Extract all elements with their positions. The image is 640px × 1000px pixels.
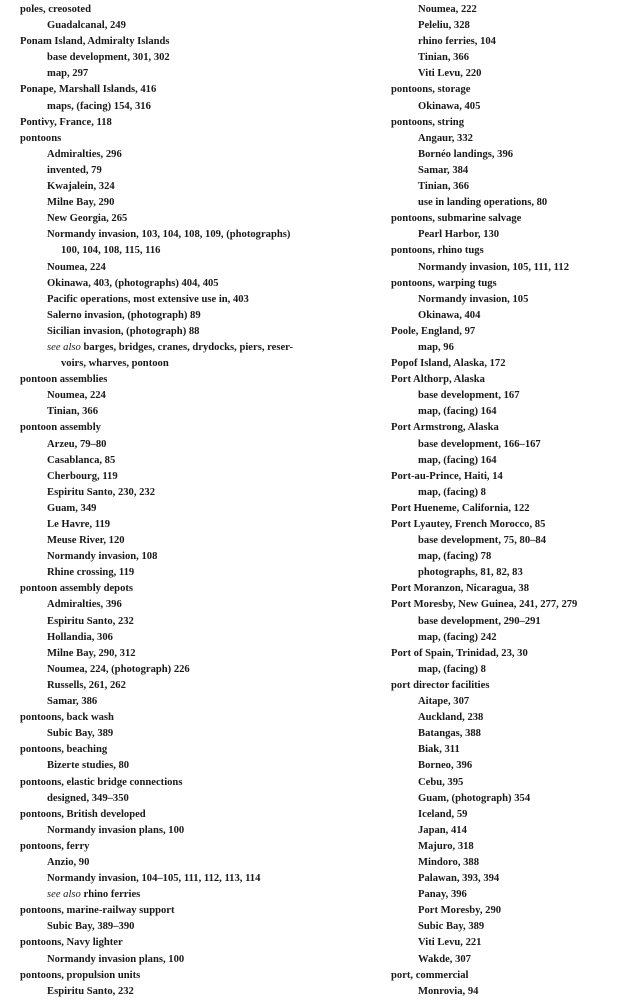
entry-text: pontoon assembly depots: [20, 583, 134, 595]
entry-text: map, (facing) 164: [418, 454, 497, 466]
entry-text: Cherbourg, 119: [47, 470, 118, 482]
index-subentry: [391, 453, 626, 469]
index-subentry: [391, 131, 626, 147]
entry-text: Tinian, 366: [418, 52, 470, 64]
index-subentry: [391, 871, 626, 887]
entry-text: map, (facing) 8: [418, 486, 486, 498]
entry-text: Normandy invasion, 103, 104, 108, 109, (photographs): [47, 229, 291, 241]
entry-text: pontoons, submarine salvage: [391, 213, 522, 225]
entry-text: Port Althorp, Alaska: [391, 374, 485, 386]
entry-text: base development, 167: [418, 390, 520, 402]
entry-text: Noumea, 224, (photograph) 226: [47, 663, 190, 675]
index-heading: [20, 742, 391, 758]
entry-text: use in landing operations, 80: [418, 197, 548, 209]
entry-text: map, (facing) 8: [418, 663, 486, 675]
entry-text: Wakde, 307: [418, 953, 471, 965]
entry-text: Iceland, 59: [418, 808, 468, 820]
entry-text: Pacific operations, most extensive use in, 403: [47, 293, 249, 305]
entry-text: Okinawa, 405: [418, 100, 481, 112]
entry-text: Normandy invasion, 108: [47, 551, 158, 563]
index-subentry: [391, 839, 626, 855]
index-subentry: [391, 388, 626, 404]
entry-text: photographs, 81, 82, 83: [418, 567, 523, 579]
entry-text: Mindoro, 388: [418, 856, 480, 868]
entry-text: Panay, 396: [418, 889, 467, 901]
index-heading: [20, 581, 391, 597]
entry-text: Noumea, 222: [418, 4, 477, 15]
index-heading: [391, 324, 626, 340]
entry-text: pontoon assembly: [20, 422, 101, 434]
entry-text: barges, bridges, cranes, drydocks, piers, reser-: [83, 341, 293, 353]
index-subentry: [20, 694, 391, 710]
index-subentry: [20, 678, 391, 694]
entry-text: base development, 301, 302: [47, 52, 170, 64]
entry-text: pontoons, beaching: [20, 744, 108, 756]
index-heading: [20, 807, 391, 823]
entry-text: Port-au-Prince, Haiti, 14: [391, 470, 503, 482]
entry-text: Palawan, 393, 394: [418, 873, 500, 885]
entry-text: Subic Bay, 389: [47, 728, 114, 740]
index-subentry: [20, 292, 391, 308]
index-heading: [391, 581, 626, 597]
entry-text: Normandy invasion, 105: [418, 293, 529, 305]
index-heading: [391, 646, 626, 662]
entry-text: pontoons, storage: [391, 84, 471, 96]
entry-text: Japan, 414: [418, 824, 467, 836]
entry-text: pontoons, marine-railway support: [20, 905, 175, 917]
entry-text: Hollandia, 306: [47, 631, 113, 643]
index-subentry: [391, 163, 626, 179]
entry-text: Batangas, 388: [418, 728, 481, 740]
entry-text: Monrovia, 94: [418, 985, 479, 997]
entry-text: pontoons, elastic bridge connections: [20, 776, 183, 788]
entry-text: pontoons, string: [391, 116, 464, 128]
index-subentry: [20, 887, 391, 903]
index-heading: [20, 2, 391, 18]
index-subentry: [20, 823, 391, 839]
entry-text: invented, 79: [47, 164, 102, 176]
index-heading: [391, 243, 626, 259]
index-column-left: [20, 2, 391, 997]
entry-text: Noumea, 224: [47, 390, 106, 402]
index-subentry: [391, 630, 626, 646]
index-subentry: [391, 340, 626, 356]
entry-text: Cebu, 395: [418, 776, 464, 788]
entry-text: Bornéo landings, 396: [418, 148, 514, 160]
index-column-right: [391, 2, 626, 997]
index-subentry: [20, 340, 391, 356]
index-subentry: [391, 437, 626, 453]
entry-text: Tinian, 366: [418, 181, 470, 193]
entry-text: voirs, wharves, pontoon: [61, 358, 169, 370]
entry-text: Anzio, 90: [47, 856, 90, 868]
index-subentry: [391, 726, 626, 742]
index-heading: [391, 82, 626, 98]
entry-text: map, (facing) 164: [418, 406, 497, 418]
entry-text: Admiralties, 296: [47, 148, 122, 160]
index-subentry: [391, 533, 626, 549]
index-subentry: [391, 227, 626, 243]
index-subentry: [391, 984, 626, 1000]
entry-text: Subic Bay, 389: [418, 921, 485, 933]
entry-text: Sicilian invasion, (photograph) 88: [47, 325, 200, 337]
entry-text: Pontivy, France, 118: [20, 116, 112, 128]
index-subentry: [20, 163, 391, 179]
entry-text: base development, 75, 80–84: [418, 535, 547, 547]
entry-text: port, commercial: [391, 969, 469, 981]
entry-text: Noumea, 224: [47, 261, 106, 273]
index-heading: [391, 597, 626, 613]
index-heading: [391, 678, 626, 694]
entry-text: 100, 104, 108, 115, 116: [61, 245, 161, 257]
index-subentry: [20, 388, 391, 404]
entry-text: port director facilities: [391, 679, 490, 691]
index-subentry: [20, 324, 391, 340]
entry-text: Okinawa, 404: [418, 309, 481, 321]
entry-text: pontoons, Navy lighter: [20, 937, 123, 949]
index-heading: [20, 34, 391, 50]
index-subentry: [20, 855, 391, 871]
index-subentry: [20, 533, 391, 549]
entry-text: Ponape, Marshall Islands, 416: [20, 84, 157, 96]
entry-text: base development, 290–291: [418, 615, 541, 627]
entry-text: pontoons, ferry: [20, 840, 90, 852]
entry-text: Viti Levu, 220: [418, 68, 482, 80]
index-subentry: [391, 952, 626, 968]
entry-text: poles, creosoted: [20, 4, 92, 15]
entry-text: rhino ferries: [83, 889, 141, 901]
entry-text: pontoons, warping tugs: [391, 277, 497, 289]
entry-text: Salerno invasion, (photograph) 89: [47, 309, 201, 321]
entry-text: Pearl Harbor, 130: [418, 229, 500, 241]
entry-text: Guam, (photograph) 354: [418, 792, 531, 804]
entry-text: Normandy invasion, 104–105, 111, 112, 113, 114: [47, 873, 261, 885]
index-heading: [20, 131, 391, 147]
index-subentry: [391, 260, 626, 276]
index-subentry: [20, 195, 391, 211]
index-subentry: [391, 775, 626, 791]
entry-text: Rhine crossing, 119: [47, 567, 135, 579]
index-heading: [20, 115, 391, 131]
index-subentry: [20, 758, 391, 774]
entry-text: Espiritu Santo, 230, 232: [47, 486, 156, 498]
entry-text: Borneo, 396: [418, 760, 473, 772]
entry-text: map, 96: [418, 341, 454, 353]
index-subentry: [391, 807, 626, 823]
index-subentry: [20, 662, 391, 678]
index-subentry: [391, 179, 626, 195]
index-subentry: [20, 630, 391, 646]
entry-text: base development, 166–167: [418, 438, 541, 450]
entry-text: Milne Bay, 290: [47, 197, 115, 209]
index-subentry: [391, 887, 626, 903]
entry-text: Kwajalein, 324: [47, 181, 115, 193]
entry-text: maps, (facing) 154, 316: [47, 100, 151, 112]
index-subentry: [20, 469, 391, 485]
entry-text: Port of Spain, Trinidad, 23, 30: [391, 647, 528, 659]
index-heading: [20, 935, 391, 951]
index-heading: [20, 420, 391, 436]
entry-text: Viti Levu, 221: [418, 937, 482, 949]
index-subentry: [391, 935, 626, 951]
entry-text: Samar, 384: [418, 164, 469, 176]
entry-text: Samar, 386: [47, 696, 98, 708]
entry-text: Auckland, 238: [418, 712, 484, 724]
entry-text: Tinian, 366: [47, 406, 99, 418]
entry-text: Okinawa, 403, (photographs) 404, 405: [47, 277, 219, 289]
index-subentry: [391, 34, 626, 50]
entry-text: designed, 349–350: [47, 792, 129, 804]
index-subentry: [20, 147, 391, 163]
index-subentry: [20, 871, 391, 887]
entry-text: Russells, 261, 262: [47, 679, 126, 691]
index-heading: [20, 775, 391, 791]
index-heading: [391, 469, 626, 485]
entry-text: Arzeu, 79–80: [47, 438, 107, 450]
index-subentry: [20, 565, 391, 581]
entry-text: Espiritu Santo, 232: [47, 985, 134, 997]
index-heading: [20, 839, 391, 855]
entry-text: pontoons, British developed: [20, 808, 146, 820]
index-subentry: [391, 855, 626, 871]
index-heading: [391, 276, 626, 292]
entry-text: map, (facing) 242: [418, 631, 497, 643]
index-heading: [391, 372, 626, 388]
index-subentry: [20, 18, 391, 34]
index-subentry: [20, 726, 391, 742]
entry-text: Guam, 349: [47, 502, 97, 514]
entry-text: Port Lyautey, French Morocco, 85: [391, 519, 546, 530]
index-subentry: [20, 276, 391, 292]
index-heading: [391, 115, 626, 131]
index-heading: [391, 968, 626, 984]
entry-text: Normandy invasion, 105, 111, 112: [418, 261, 569, 273]
entry-text: Normandy invasion plans, 100: [47, 953, 185, 965]
entry-text: Majuro, 318: [418, 840, 474, 852]
entry-text: Port Moranzon, Nicaragua, 38: [391, 583, 529, 595]
see-also-label: see also: [47, 341, 81, 353]
entry-text: pontoons, back wash: [20, 712, 114, 724]
index-subentry: [20, 791, 391, 807]
index-subentry: [20, 549, 391, 565]
index-subentry: [20, 437, 391, 453]
index-subentry: [391, 308, 626, 324]
entry-text: map, 297: [47, 68, 89, 80]
index-subentry: [20, 485, 391, 501]
index-subentry: [391, 791, 626, 807]
index-subentry: [20, 404, 391, 420]
entry-text: Ponam Island, Admiralty Islands: [20, 36, 170, 48]
entry-text: pontoon assemblies: [20, 374, 108, 386]
index-subentry: [391, 662, 626, 678]
entry-text: map, (facing) 78: [418, 551, 492, 563]
entry-text: Admiralties, 396: [47, 599, 122, 611]
index-subentry: [20, 243, 391, 259]
index-subentry: [20, 919, 391, 935]
index-subentry: [20, 211, 391, 227]
index-subentry: [391, 919, 626, 935]
entry-text: Biak, 311: [418, 744, 460, 756]
index-subentry: [391, 565, 626, 581]
entry-text: Port Hueneme, California, 122: [391, 502, 530, 514]
index-heading: [391, 517, 626, 533]
index-subentry: [391, 903, 626, 919]
entry-text: pontoons, propulsion units: [20, 969, 141, 981]
entry-text: Casablanca, 85: [47, 454, 116, 466]
index-subentry: [20, 356, 391, 372]
index-subentry: [20, 517, 391, 533]
index-subentry: [20, 227, 391, 243]
entry-text: pontoons, rhino tugs: [391, 245, 484, 257]
entry-text: Port Moresby, New Guinea, 241, 277, 279: [391, 599, 578, 611]
entry-text: Popof Island, Alaska, 172: [391, 358, 506, 370]
entry-text: Meuse River, 120: [47, 535, 125, 547]
index-heading: [391, 356, 626, 372]
index-heading: [20, 968, 391, 984]
index-subentry: [391, 485, 626, 501]
index-heading: [20, 710, 391, 726]
index-subentry: [391, 2, 626, 18]
entry-text: rhino ferries, 104: [418, 36, 496, 48]
entry-text: pontoons: [20, 132, 62, 144]
index-subentry: [391, 195, 626, 211]
entry-text: Port Armstrong, Alaska: [391, 422, 499, 434]
entry-text: Poole, England, 97: [391, 325, 476, 337]
entry-text: Espiritu Santo, 232: [47, 615, 134, 627]
entry-text: Bizerte studies, 80: [47, 760, 130, 772]
index-subentry: [20, 66, 391, 82]
index-subentry: [20, 597, 391, 613]
index-subentry: [391, 18, 626, 34]
index-subentry: [391, 823, 626, 839]
entry-text: Peleliu, 328: [418, 20, 470, 32]
entry-text: Normandy invasion plans, 100: [47, 824, 185, 836]
index-subentry: [20, 99, 391, 115]
index-subentry: [20, 984, 391, 1000]
index-subentry: [20, 453, 391, 469]
index-heading: [20, 372, 391, 388]
index-subentry: [391, 549, 626, 565]
index-subentry: [391, 292, 626, 308]
index-subentry: [391, 147, 626, 163]
see-also-label: see also: [47, 889, 81, 901]
index-subentry: [391, 404, 626, 420]
entry-text: Milne Bay, 290, 312: [47, 647, 136, 659]
index-heading: [391, 420, 626, 436]
index-subentry: [391, 758, 626, 774]
entry-text: Subic Bay, 389–390: [47, 921, 135, 933]
index-subentry: [20, 50, 391, 66]
index-subentry: [391, 614, 626, 630]
index-heading: [391, 501, 626, 517]
index-heading: [20, 82, 391, 98]
index-subentry: [20, 646, 391, 662]
index-subentry: [20, 501, 391, 517]
entry-text: Guadalcanal, 249: [47, 20, 126, 32]
index-subentry: [391, 66, 626, 82]
index-heading: [20, 903, 391, 919]
index-subentry: [20, 308, 391, 324]
index-subentry: [391, 50, 626, 66]
entry-text: Port Moresby, 290: [418, 905, 502, 917]
index-subentry: [391, 742, 626, 758]
index-subentry: [391, 710, 626, 726]
index-subentry: [391, 694, 626, 710]
entry-text: Le Havre, 119: [47, 519, 111, 530]
entry-text: Aitape, 307: [418, 696, 470, 708]
index-subentry: [391, 99, 626, 115]
index-heading: [391, 211, 626, 227]
index-subentry: [20, 260, 391, 276]
index-subentry: [20, 614, 391, 630]
entry-text: Angaur, 332: [418, 132, 473, 144]
index-subentry: [20, 952, 391, 968]
entry-text: New Georgia, 265: [47, 213, 128, 225]
index-subentry: [20, 179, 391, 195]
